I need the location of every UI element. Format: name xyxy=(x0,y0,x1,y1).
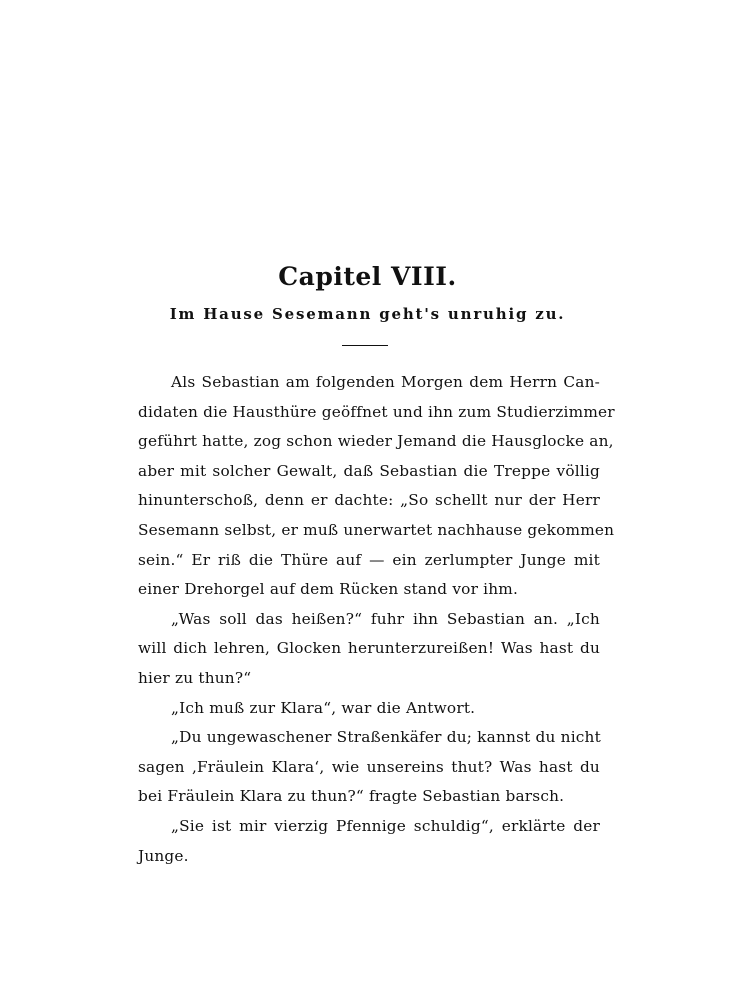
text-line: „Du ungewaschener Straßenkäfer du; kannst du nicht xyxy=(171,728,601,747)
text-line: Sesemann selbst, er muß unerwartet nachhause gekommen xyxy=(138,520,615,539)
chapter-title: Capitel VIII. xyxy=(278,262,457,291)
chapter-subtitle: Im Hause Sesemann geht's unruhig zu. xyxy=(169,305,566,323)
title-divider xyxy=(342,345,388,346)
text-line: aber mit solcher Gewalt, daß Sebastian die Treppe völlig xyxy=(138,461,600,480)
text-line: einer Drehorgel auf dem Rücken stand vor ihm. xyxy=(138,580,519,599)
text-line: hier zu thun?“ xyxy=(138,668,252,687)
text-line: „Sie ist mir vierzig Pfennige schuldig“, erklärte der xyxy=(171,816,600,835)
text-line: „Was soll das heißen?“ fuhr ihn Sebastian an. „Ich xyxy=(171,609,600,628)
text-line: Junge. xyxy=(138,846,189,865)
text-line: hinunterschoß, denn er dachte: „So schellt nur der Herr xyxy=(138,491,600,510)
text-line: will dich lehren, Glocken herunterzureißen! Was hast du xyxy=(138,639,600,658)
text-line: „Ich muß zur Klara“, war die Antwort. xyxy=(171,698,476,717)
text-line: Als Sebastian am folgenden Morgen dem Herrn Can- xyxy=(171,373,600,391)
text-line: sein.“ Er riß die Thüre auf — ein zerlumpter Junge mit xyxy=(138,550,600,569)
text-line: sagen ‚Fräulein Klara‘, wie unsereins thut? Was hast du xyxy=(138,757,600,776)
text-line: geführt hatte, zog schon wieder Jemand die Hausglocke an, xyxy=(138,432,614,451)
text-line: didaten die Hausthüre geöffnet und ihn zum Studierzimmer xyxy=(138,402,615,421)
text-line: bei Fräulein Klara zu thun?“ fragte Sebastian barsch. xyxy=(138,787,565,806)
body-text xyxy=(138,368,615,871)
